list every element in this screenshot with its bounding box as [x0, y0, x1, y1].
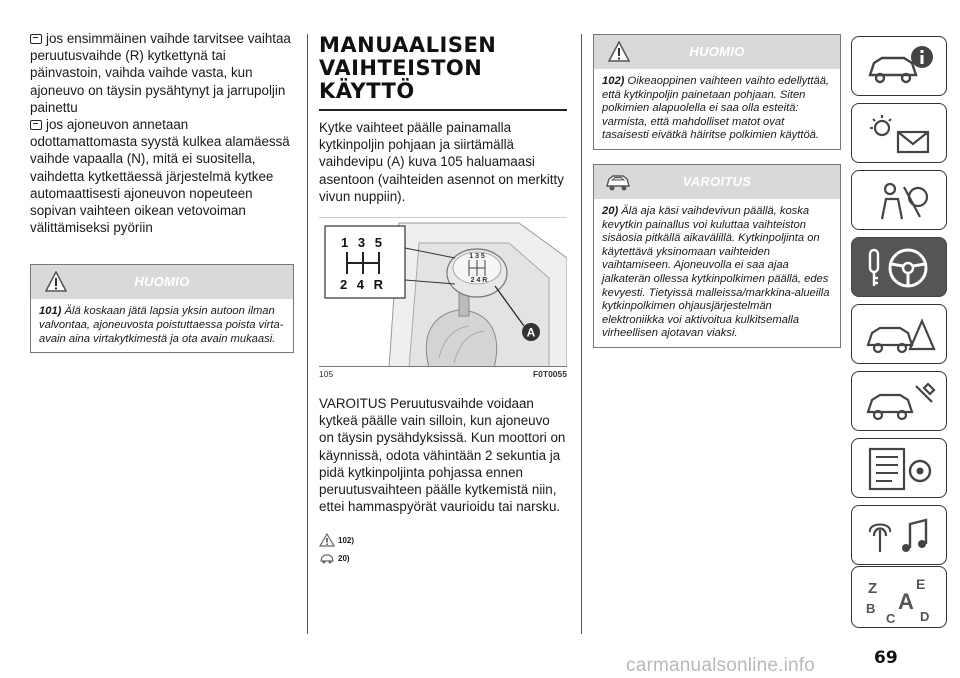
column-2 — [319, 34, 567, 565]
reference-list — [319, 533, 567, 565]
bullet-square-icon — [30, 34, 42, 44]
shift-pattern-top: 1 3 5 — [341, 235, 385, 251]
svg-text:A: A — [898, 589, 914, 614]
caution-body — [594, 199, 840, 347]
callout-label-a: A — [526, 325, 536, 340]
note-box-huomio — [593, 34, 841, 150]
figure-code: F0T0055 — [532, 369, 567, 380]
watermark: carmanualsonline.info — [626, 655, 816, 676]
gear-lever-figure — [319, 217, 567, 367]
sidebar-tab-index[interactable] — [851, 566, 947, 628]
warning-lights-icon — [860, 110, 940, 158]
multimedia-icon — [860, 512, 940, 560]
caution-text: Älä aja käsi vaihdevivun päällä, koska kevytkin painallus voi kuluttaa vaihteiston sisäosia pitkällä aikavälillä. Kytkinpoljinta on käytettävä yksinomaan vaihteiden vaihtamiseen. Ajoneuvolla ei saa ajaa jalkaterän ollessa kytkinpolkimen päällä, edes kevyesti. Tietyissä malleissa/markkina-alueilla kytkinpolkimen ohjausjärjestelmän elektroniikka voi aktivoitua kulkitsemalla virheellisen ajotavan viaksi. — [602, 204, 830, 340]
knob-pattern-top: 1 3 5 — [469, 253, 485, 261]
knob-pattern-bottom: 2 4 R — [470, 277, 488, 285]
note-title: HUOMIO — [134, 274, 190, 290]
reference-item: 102) — [319, 533, 567, 547]
safety-airbag-icon — [860, 177, 940, 225]
gear-lever-illustration — [319, 218, 567, 367]
key-steering-wheel-icon — [860, 244, 940, 292]
sidebar-tab-lights-messages[interactable] — [851, 103, 947, 163]
column-divider — [307, 34, 308, 634]
alphabetical-index-icon — [860, 573, 940, 625]
car-maintenance-icon — [860, 378, 940, 426]
column-3 — [593, 34, 841, 348]
sidebar-tab-dashboard-info[interactable] — [851, 36, 947, 96]
shift-pattern-bottom: 2 4 R — [339, 277, 387, 293]
bullet-item: jos ensimmäinen vaihde tarvitsee vaihtaa peruutusvaihde (R) kytkettynä tai päinvastoin, vaihda vaihde vasta, kun ajoneuvo on täysin pysähtynyt ja jarrupoljin painettu — [30, 31, 291, 115]
caution-header — [594, 165, 840, 199]
caution-title: VAROITUS — [682, 173, 752, 189]
warning-triangle-icon — [319, 533, 335, 547]
sidebar-tab-safety[interactable] — [851, 170, 947, 230]
figure-caption — [319, 369, 567, 379]
note-body — [594, 69, 840, 149]
bullet-square-icon — [30, 120, 42, 130]
note-number: 101) — [39, 305, 62, 318]
svg-text:C: C — [886, 611, 896, 625]
reference-item: 20) — [319, 551, 567, 565]
chapter-title: MANUAALISEN VAIHTEISTON KÄYTTÖ — [319, 34, 567, 111]
note-text: Älä koskaan jätä lapsia yksin autoon ilman valvontaa, ajoneuvosta poistuttaessa poista virta-avain aina virtakytkimestä ja ota avain mukaasi. — [39, 305, 284, 345]
checklist-gear-icon — [860, 445, 940, 493]
bullet-list — [30, 30, 294, 236]
bullet-item: jos ajoneuvon annetaan odottamattomasta syystä kulkea alamäessä vaihde vapaalla (N), mitä ei suositella, vaihdetta kytkettäessä järjestelmä kytkee automaattisesti ajoneuvon nopeuteen sopivan vaihteen oikean vetovoiman välittämiseksi pyöriin — [30, 117, 290, 236]
sidebar-tab-starting-driving[interactable] — [851, 237, 947, 297]
note-header — [31, 265, 293, 299]
note-text: Oikeaoppinen vaihteen vaihto edellyttää, että kytkinpoljin painetaan pohjaan. Siten polkimien alapuolella ei saa olla esteitä: varmista, että mahdolliset matot ovat tasaisesti eivätkä häiritse polkimien käyttöä. — [602, 75, 830, 142]
car-warning-icon — [319, 551, 335, 565]
sidebar-tab-technical-data[interactable] — [851, 438, 947, 498]
svg-text:B: B — [866, 601, 876, 616]
sidebar-tab-emergency[interactable] — [851, 304, 947, 364]
figure-number: 105 — [319, 369, 334, 380]
svg-text:Z: Z — [868, 580, 878, 597]
svg-text:D: D — [920, 609, 930, 624]
sidebar-tab-multimedia[interactable] — [851, 505, 947, 565]
warning-paragraph: VAROITUS Peruutusvaihde voidaan kytkeä päälle vain silloin, kun ajoneuvo on täysin pysähdyksissä. Kun moottori on käynnissä, odota vähintään 2 sekuntia ja pidä kytkinpoljinta pohjassa ennen peruutusvaihteen päälle kytkemistä niin, ettei hammaspyörät vaurioidu tai narsku. — [319, 396, 566, 515]
column-divider — [581, 34, 582, 634]
intro-paragraph: Kytke vaihteet päälle painamalla kytkinpoljin pohjaan ja siirtämällä vaihdevipu (A) kuva 105 haluamaasi asentoon (vaihteiden asennot on merkitty vivun nuppiin). — [319, 120, 564, 204]
caution-number: 20) — [602, 204, 619, 217]
column-1 — [30, 30, 294, 353]
caution-box-varoitus — [593, 164, 841, 348]
page-number: 69 — [874, 648, 898, 668]
note-number: 102) — [602, 75, 625, 87]
sidebar-tab-maintenance[interactable] — [851, 371, 947, 431]
note-header — [594, 35, 840, 69]
note-body — [31, 299, 293, 352]
car-info-icon — [860, 43, 940, 91]
car-breakdown-icon — [860, 311, 940, 359]
svg-text:E: E — [916, 576, 926, 592]
note-box-huomio — [30, 264, 294, 353]
note-title: HUOMIO — [689, 44, 745, 59]
